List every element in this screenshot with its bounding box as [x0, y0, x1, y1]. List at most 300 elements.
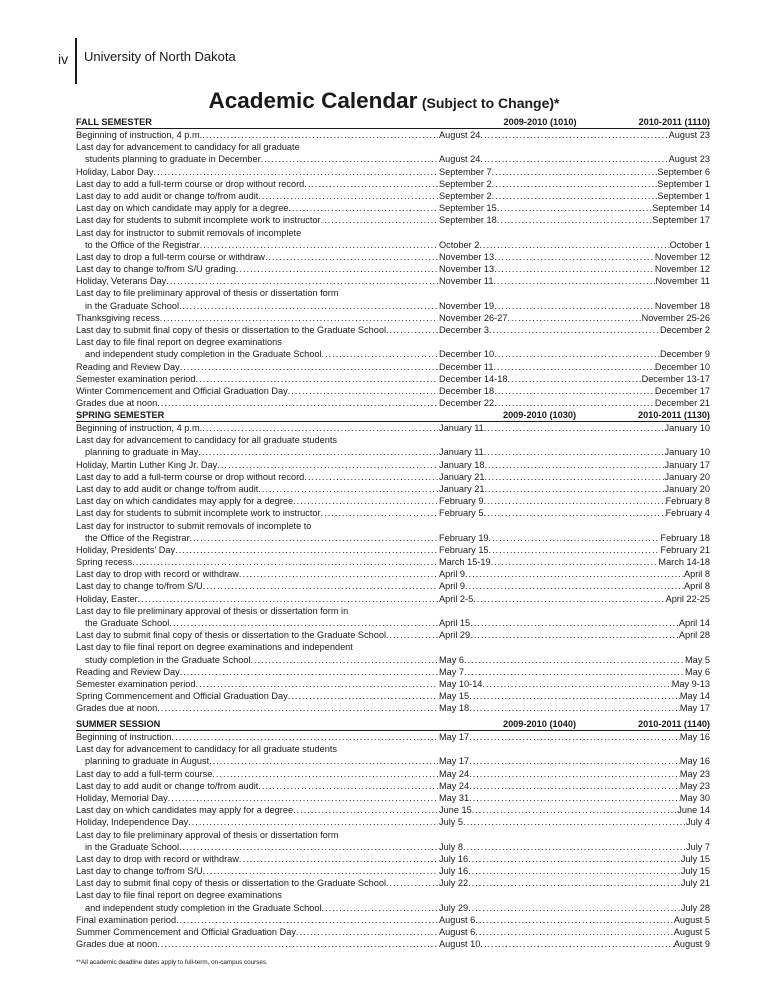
date-2010-2011: September 17: [652, 215, 710, 226]
dot-leader: [196, 678, 438, 690]
date-2010-2011: May 17: [679, 703, 710, 714]
date-2009-2010: September 2: [439, 190, 492, 201]
dot-leader: [489, 532, 661, 544]
calendar-row: [76, 141, 710, 153]
row-label-cell: [76, 938, 438, 950]
date-2009-2010: December 18: [439, 385, 495, 396]
dot-leader: [469, 792, 680, 804]
date-2010-2011: February 8: [665, 496, 710, 507]
dot-leader: [484, 422, 665, 434]
dot-leader: [179, 841, 438, 853]
event-label: Last day for advancement to candidacy for all graduate: [76, 142, 300, 153]
date-2009-2010: August 10: [439, 939, 481, 950]
calendar-row: [76, 829, 710, 841]
row-dates-cell: [438, 780, 710, 792]
row-label-cell: [76, 568, 438, 580]
calendar-row: [76, 593, 710, 605]
dot-leader: [258, 190, 438, 202]
date-2009-2010: April 29: [439, 630, 471, 641]
row-dates-cell: [438, 792, 710, 804]
dot-leader: [494, 300, 655, 312]
dot-leader: [468, 853, 681, 865]
calendar-row: [76, 324, 710, 336]
calendar-row: [76, 471, 710, 483]
calendar-row: [76, 841, 710, 853]
calendar-row: [76, 178, 710, 190]
calendar-row: [76, 556, 710, 568]
date-2010-2011: May 16: [679, 732, 710, 742]
row-label-cell: [76, 804, 438, 816]
row-dates-cell: [438, 544, 710, 556]
calendar-row: [76, 926, 710, 938]
row-label-cell: [76, 678, 438, 690]
dot-leader: [483, 507, 665, 519]
dot-leader: [239, 568, 438, 580]
calendar-row: [76, 336, 710, 348]
calendar-row: [76, 373, 710, 385]
event-label: Last day to add a full-term course: [76, 768, 213, 779]
dot-leader: [293, 804, 438, 816]
row-dates-cell: [438, 397, 710, 409]
calendar-row: [76, 287, 710, 299]
calendar-row: [76, 397, 710, 409]
dot-leader: [475, 914, 673, 926]
row-label-cell: [76, 190, 438, 202]
column-header-2009-2010: 2009-2010 (1030): [502, 410, 577, 420]
dot-leader: [322, 902, 439, 914]
column-header-2009-2010: 2009-2010 (1040): [502, 719, 577, 729]
row-label-cell: [76, 865, 438, 877]
calendar-row: [76, 446, 710, 458]
date-2010-2011: September 6: [657, 166, 710, 177]
calendar-row: [76, 678, 710, 690]
row-label-cell: [76, 889, 438, 901]
dot-leader: [482, 678, 671, 690]
dot-leader: [475, 926, 673, 938]
dot-leader: [386, 324, 438, 336]
column-header-2010-2011: 2010-2011 (1110): [638, 117, 710, 127]
dot-leader: [386, 877, 438, 889]
row-dates-cell: [438, 446, 710, 458]
calendar-row: [76, 654, 710, 666]
event-label: Last day to add a full-term course or drop without record: [76, 471, 305, 482]
row-dates-cell: [438, 926, 710, 938]
calendar-row: [76, 495, 710, 507]
row-label-cell: [76, 816, 438, 828]
event-label: the Graduate School: [85, 618, 170, 628]
column-header-2009-2010: 2009-2010 (1010): [503, 117, 577, 127]
row-label-cell: [76, 731, 438, 743]
date-2010-2011: May 23: [679, 780, 710, 791]
dot-leader: [494, 263, 655, 275]
event-label: planning to graduate in May: [85, 447, 199, 458]
event-label: Beginning of instruction: [76, 732, 172, 742]
calendar-row: [76, 666, 710, 678]
date-2010-2011: April 22-25: [665, 593, 710, 604]
row-dates-cell: [438, 853, 710, 865]
date-2010-2011: July 4: [685, 817, 710, 828]
row-dates-cell: [438, 178, 710, 190]
row-label-cell: [76, 263, 438, 275]
row-label-cell: [76, 459, 438, 471]
row-dates-cell: [438, 300, 710, 312]
dot-leader: [472, 804, 678, 816]
row-dates-cell: [438, 507, 710, 519]
dot-leader: [239, 853, 438, 865]
calendar-row: [76, 385, 710, 397]
event-label: Last day to change to/from S/U: [76, 866, 203, 877]
row-label-cell: [76, 780, 438, 792]
date-2010-2011: December 2: [659, 325, 710, 335]
header-rule: [75, 38, 77, 84]
date-2010-2011: May 14: [679, 691, 710, 702]
dot-leader: [196, 373, 438, 385]
event-label: Spring Commencement and Official Graduation Day: [76, 691, 288, 702]
event-label: Reading and Review Day: [76, 666, 180, 677]
section-name: SPRING SEMESTER: [76, 410, 165, 420]
event-label: Semester examination period: [76, 678, 196, 689]
calendar-row: [76, 690, 710, 702]
dot-leader: [288, 385, 438, 397]
row-label-cell: [76, 434, 438, 446]
section-header: [76, 409, 710, 422]
row-label-cell: [76, 617, 438, 629]
event-label: Grades due at noon: [76, 939, 158, 950]
page-number: iv: [58, 51, 69, 67]
event-label: Holiday, Memorial Day: [76, 792, 168, 803]
calendar-row: [76, 755, 710, 767]
row-dates-cell: [438, 690, 710, 702]
section-header: [76, 718, 710, 731]
event-label: Last day to file preliminary approval of thesis or dissertation form in: [76, 605, 349, 616]
calendar-row: [76, 202, 710, 214]
dot-leader: [157, 702, 438, 714]
summer-session-section: [76, 718, 710, 950]
calendar-row: [76, 865, 710, 877]
event-label: Grades due at noon: [76, 398, 158, 409]
event-label: Holiday, Labor Day: [76, 166, 154, 177]
date-2010-2011: November 12: [654, 251, 710, 262]
calendar-row: [76, 914, 710, 926]
event-label: Beginning of instruction, 4 p.m.: [76, 423, 203, 433]
date-2009-2010: September 7: [439, 166, 492, 177]
calendar-row: [76, 348, 710, 360]
date-2010-2011: November 12: [654, 264, 710, 275]
dot-leader: [480, 938, 673, 950]
date-2009-2010: June 15: [439, 805, 472, 816]
dot-leader: [494, 251, 655, 263]
dot-leader: [153, 166, 438, 178]
event-label: Semester examination period: [76, 373, 196, 384]
section-name: SUMMER SESSION: [76, 719, 161, 729]
calendar-row: [76, 166, 710, 178]
row-dates-cell: [438, 471, 710, 483]
dot-leader: [469, 731, 680, 743]
dot-leader: [494, 397, 655, 409]
dot-leader: [172, 731, 438, 743]
dot-leader: [480, 153, 668, 165]
date-2009-2010: July 5: [439, 817, 464, 828]
date-2009-2010: February 19: [439, 532, 489, 543]
dot-leader: [138, 593, 438, 605]
dot-leader: [470, 617, 679, 629]
date-2010-2011: July 21: [680, 878, 710, 889]
date-2010-2011: December 17: [654, 385, 710, 396]
row-dates-cell: [438, 166, 710, 178]
row-dates-cell: [438, 556, 710, 568]
calendar-row: [76, 580, 710, 592]
calendar-row: [76, 731, 710, 743]
dot-leader: [265, 251, 438, 263]
date-2009-2010: May 15: [439, 691, 470, 702]
dot-leader: [288, 202, 438, 214]
date-2010-2011: April 8: [683, 581, 710, 592]
row-dates-cell: [438, 841, 710, 853]
date-2009-2010: August 24: [439, 130, 481, 140]
date-2009-2010: May 24: [439, 780, 470, 791]
row-label-cell: [76, 841, 438, 853]
date-2009-2010: May 31: [439, 792, 470, 803]
dot-leader: [203, 580, 438, 592]
dot-leader: [190, 532, 438, 544]
dot-leader: [258, 780, 438, 792]
dot-leader: [484, 446, 665, 458]
calendar-row: [76, 702, 710, 714]
event-label: Last day for instructor to submit removals of incomplete: [76, 227, 302, 238]
date-2010-2011: February 18: [660, 532, 710, 543]
dot-leader: [296, 926, 438, 938]
event-label: Thanksgiving recess: [76, 312, 160, 323]
event-label: Last day to file preliminary approval of thesis or dissertation form: [76, 288, 339, 299]
date-2009-2010: April 2-5: [439, 593, 474, 604]
dot-leader: [180, 361, 438, 373]
row-label-cell: [76, 605, 438, 617]
row-label-cell: [76, 178, 438, 190]
row-dates-cell: [438, 214, 710, 226]
row-label-cell: [76, 914, 438, 926]
dot-leader: [168, 792, 438, 804]
date-2009-2010: January 21: [439, 483, 485, 494]
dot-leader: [304, 178, 438, 190]
row-label-cell: [76, 580, 438, 592]
row-label-cell: [76, 666, 438, 678]
date-2010-2011: May 9-13: [671, 678, 710, 689]
calendar-row: [76, 804, 710, 816]
dot-leader: [479, 239, 669, 251]
dot-leader: [497, 214, 653, 226]
event-label: the Office of the Registrar: [85, 532, 190, 543]
row-dates-cell: [438, 129, 710, 141]
row-label-cell: [76, 641, 438, 653]
row-label-cell: [76, 768, 438, 780]
dot-leader: [492, 166, 658, 178]
event-label: students planning to graduate in December: [85, 154, 261, 165]
event-label: Holiday, Easter: [76, 593, 138, 604]
row-dates-cell: [438, 483, 710, 495]
column-header-2010-2011: 2010-2011 (1140): [637, 719, 710, 729]
date-2010-2011: April 28: [678, 630, 710, 641]
calendar-row: [76, 568, 710, 580]
event-label: Last day on which candidate may apply for a degree: [76, 203, 289, 214]
row-label-cell: [76, 495, 438, 507]
row-label-cell: [76, 792, 438, 804]
event-label: Last day to submit final copy of thesis or dissertation to the Graduate School: [76, 878, 386, 889]
event-label: Last day to change to/from S/U: [76, 581, 203, 592]
date-2010-2011: August 23: [668, 130, 710, 140]
date-2009-2010: May 17: [439, 732, 470, 742]
row-dates-cell: [438, 816, 710, 828]
event-label: Last day to submit final copy of thesis or dissertation to the Graduate School: [76, 325, 386, 335]
dot-leader: [494, 348, 660, 360]
dot-leader: [493, 361, 654, 373]
dot-leader: [468, 902, 681, 914]
row-label-cell: [76, 275, 438, 287]
row-label-cell: [76, 520, 438, 532]
dot-leader: [198, 446, 438, 458]
date-2010-2011: November 11: [655, 276, 710, 287]
date-2009-2010: May 7: [439, 666, 465, 677]
event-label: Last day for students to submit incomplete work to instructor: [76, 508, 321, 519]
column-header-2010-2011: 2010-2011 (1130): [637, 410, 710, 420]
calendar-row: [76, 641, 710, 653]
row-label-cell: [76, 422, 438, 434]
dot-leader: [202, 422, 438, 434]
dot-leader: [469, 755, 680, 767]
calendar-row: [76, 312, 710, 324]
row-label-cell: [76, 829, 438, 841]
section-header: [76, 116, 710, 129]
calendar-row: [76, 520, 710, 532]
dot-leader: [483, 495, 665, 507]
date-2009-2010: May 6: [439, 654, 465, 665]
event-label: and independent study completion in the Graduate School: [85, 902, 322, 913]
calendar-row: [76, 605, 710, 617]
date-2010-2011: December 21: [654, 398, 710, 409]
date-2010-2011: May 5: [684, 654, 710, 665]
date-2010-2011: December 13-17: [641, 373, 710, 384]
row-dates-cell: [438, 190, 710, 202]
dot-leader: [258, 483, 438, 495]
row-dates-cell: [438, 324, 710, 336]
date-2010-2011: August 5: [673, 914, 710, 925]
row-dates-cell: [438, 361, 710, 373]
date-2010-2011: June 14: [677, 805, 710, 816]
event-label: Last day for advancement to candidacy for all graduate students: [76, 744, 337, 755]
date-2009-2010: September 18: [439, 215, 497, 226]
row-label-cell: [76, 214, 438, 226]
dot-leader: [469, 690, 680, 702]
dot-leader: [469, 702, 680, 714]
dot-leader: [468, 877, 681, 889]
event-label: Holiday, Martin Luther King Jr. Day: [76, 459, 218, 470]
dot-leader: [473, 593, 665, 605]
dot-leader: [464, 654, 685, 666]
row-label-cell: [76, 446, 438, 458]
row-label-cell: [76, 141, 438, 153]
dot-leader: [494, 385, 655, 397]
dot-leader: [261, 153, 438, 165]
calendar-row: [76, 190, 710, 202]
dot-leader: [469, 780, 680, 792]
date-2009-2010: September 15: [439, 203, 497, 214]
calendar-row: [76, 422, 710, 434]
dot-leader: [463, 841, 686, 853]
event-label: Last day to add audit or change to/from audit: [76, 483, 259, 494]
row-dates-cell: [438, 678, 710, 690]
calendar-row: [76, 617, 710, 629]
event-label: Summer Commencement and Official Graduation Day: [76, 927, 296, 937]
row-label-cell: [76, 507, 438, 519]
row-dates-cell: [438, 239, 710, 251]
row-label-cell: [76, 755, 438, 767]
calendar-row: [76, 816, 710, 828]
calendar-row: [76, 227, 710, 239]
dot-leader: [176, 914, 438, 926]
event-label: Last day to file final report on degree examinations: [76, 890, 282, 901]
date-2009-2010: December 10: [439, 349, 495, 360]
date-2009-2010: July 16: [439, 853, 469, 864]
dot-leader: [386, 629, 438, 641]
row-dates-cell: [438, 568, 710, 580]
calendar-row: [76, 768, 710, 780]
date-2009-2010: January 18: [439, 459, 485, 470]
row-label-cell: [76, 385, 438, 397]
dot-leader: [250, 654, 438, 666]
dot-leader: [469, 768, 680, 780]
row-dates-cell: [438, 768, 710, 780]
row-dates-cell: [438, 251, 710, 263]
date-2010-2011: August 5: [673, 927, 710, 937]
date-2010-2011: January 20: [664, 471, 710, 482]
row-label-cell: [76, 629, 438, 641]
dot-leader: [188, 816, 438, 828]
page-title: [0, 88, 768, 114]
date-2009-2010: May 24: [439, 768, 470, 779]
date-2009-2010: February 5: [439, 508, 484, 519]
row-label-cell: [76, 312, 438, 324]
date-2009-2010: September 2: [439, 178, 492, 189]
event-label: study completion in the Graduate School: [85, 654, 251, 665]
event-label: Winter Commencement and Official Graduation Day: [76, 385, 288, 396]
calendar-row: [76, 300, 710, 312]
event-label: and independent study completion in the Graduate School: [85, 349, 322, 360]
event-label: Last day to file preliminary approval of thesis or dissertation form: [76, 829, 339, 840]
date-2009-2010: March 15-19: [439, 557, 491, 568]
dot-leader: [489, 324, 660, 336]
title-subtitle: (Subject to Change)*: [421, 95, 560, 111]
footnote: **All academic deadline dates apply to full-term, on-campus courses.: [76, 959, 268, 966]
dot-leader: [203, 865, 438, 877]
date-2010-2011: July 7: [685, 841, 710, 852]
event-label: Last day to submit final copy of thesis or dissertation to the Graduate School: [76, 630, 386, 641]
calendar-row: [76, 434, 710, 446]
row-label-cell: [76, 239, 438, 251]
date-2009-2010: July 29: [439, 902, 469, 913]
dot-leader: [132, 556, 438, 568]
spring-semester-section: [76, 409, 710, 715]
date-2009-2010: November 13: [439, 251, 495, 262]
date-2010-2011: February 21: [660, 544, 710, 555]
row-label-cell: [76, 300, 438, 312]
dot-leader: [202, 129, 438, 141]
event-label: Reading and Review Day: [76, 361, 180, 372]
date-2010-2011: March 14-18: [658, 557, 710, 568]
row-label-cell: [76, 556, 438, 568]
dot-leader: [463, 816, 686, 828]
calendar-row: [76, 853, 710, 865]
event-label: Holiday, Veterans Day: [76, 276, 167, 287]
date-2010-2011: February 4: [665, 508, 710, 519]
